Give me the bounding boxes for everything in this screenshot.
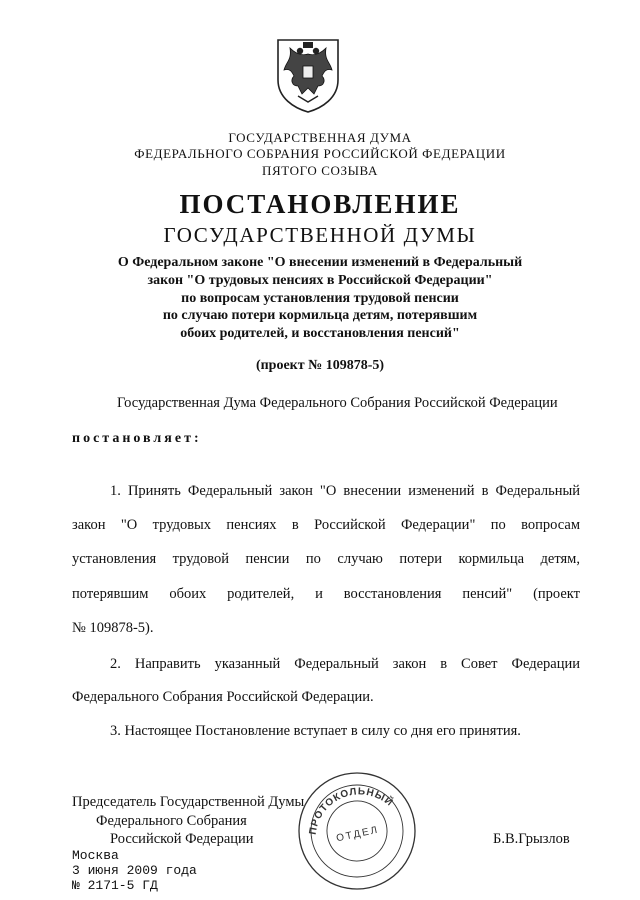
item2-line-1: 2. Направить указанный Федеральный закон в Совет Федерации: [110, 656, 580, 672]
subject-line-5: обоих родителей, и восстановления пенсий": [180, 326, 460, 341]
subject-line-3: по вопросам установления трудовой пенсии: [181, 291, 459, 306]
item1-line-1: 1. Принять Федеральный закон "О внесении изменений в Федеральный: [110, 483, 580, 499]
header-line-2: ФЕДЕРАЛЬНОГО СОБРАНИЯ РОССИЙСКОЙ ФЕДЕРАЦИИ: [134, 146, 506, 161]
official-stamp: [292, 766, 422, 896]
coat-of-arms-emblem: [272, 36, 344, 114]
resolves-word: постановляет:: [72, 431, 202, 446]
item1-line-3: установления трудовой пенсии по случаю потери кормильца детям,: [72, 551, 580, 567]
subject-line-4: по случаю потери кормильца детям, потерявшим: [162, 308, 478, 323]
footer-city: Москва: [72, 848, 119, 863]
intro-paragraph: Государственная Дума Федерального Собрания Российской Федерации: [117, 395, 558, 411]
header-line-3: ПЯТОГО СОЗЫВА: [262, 163, 378, 178]
signatory-position-2: Федерального Собрания: [96, 813, 247, 829]
item1-line-4: потерявшим обоих родителей, и восстановления пенсий" (проект: [72, 586, 580, 602]
footer-date: 3 июня 2009 года: [72, 863, 197, 878]
subject-line-2: закон "О трудовых пенсиях в Российской Федерации": [147, 273, 493, 288]
stamp-top-text: ПРОТОКОЛЬНЫЙ: [307, 786, 396, 836]
footer-number: № 2171-5 ГД: [72, 878, 158, 893]
item1-line-2: закон "О трудовых пенсиях в Российской Федерации" по вопросам: [72, 517, 580, 533]
signatory-name: Б.В.Грызлов: [493, 831, 570, 847]
header-line-1: ГОСУДАРСТВЕННАЯ ДУМА: [228, 130, 412, 145]
subject-line-1: О Федеральном законе "О внесении изменений в Федеральный: [117, 255, 523, 270]
item1-line-5: № 109878-5).: [72, 620, 154, 636]
document-subtitle: ГОСУДАРСТВЕННОЙ ДУМЫ: [163, 223, 477, 247]
signatory-position-3: Российской Федерации: [110, 831, 254, 847]
item2-line-2: Федерального Собрания Российской Федерации.: [72, 689, 374, 705]
signatory-position-1: Председатель Государственной Думы: [72, 794, 305, 810]
stamp-center-text: ОТДЕЛ: [335, 824, 381, 845]
svg-text:ПРОТОКОЛЬНЫЙ: [300, 778, 401, 837]
item3-paragraph: 3. Настоящее Постановление вступает в силу со дня его принятия.: [110, 723, 521, 739]
document-title: ПОСТАНОВЛЕНИЕ: [179, 189, 461, 219]
project-number: (проект № 109878-5): [255, 358, 385, 373]
